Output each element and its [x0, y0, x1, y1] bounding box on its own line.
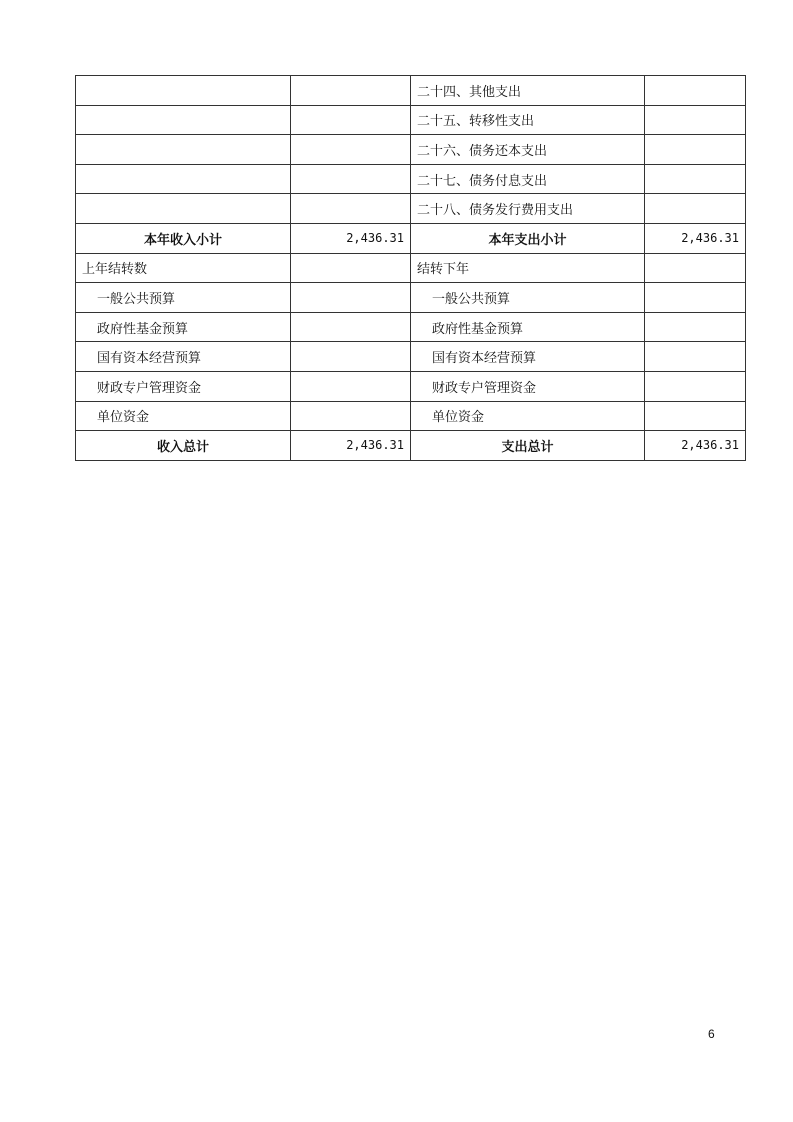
budget-summary-table — [75, 75, 746, 461]
expense-label: 二十五、转移性支出 — [411, 105, 645, 135]
expense-label: 二十四、其他支出 — [411, 76, 645, 106]
income-value — [291, 342, 411, 372]
table-row — [76, 283, 746, 313]
expense-value — [645, 164, 746, 194]
income-label — [76, 135, 291, 165]
expense-total-label: 支出总计 — [411, 431, 645, 461]
expense-value — [645, 105, 746, 135]
income-value — [291, 371, 411, 401]
table-row — [76, 164, 746, 194]
income-label: 财政专户管理资金 — [76, 371, 291, 401]
expense-value — [645, 194, 746, 224]
page-number: 6 — [708, 1027, 715, 1041]
income-subtotal-label: 本年收入小计 — [76, 223, 291, 253]
income-value — [291, 194, 411, 224]
expense-label: 二十八、债务发行费用支出 — [411, 194, 645, 224]
income-value — [291, 283, 411, 313]
income-label: 政府性基金预算 — [76, 312, 291, 342]
expense-label: 财政专户管理资金 — [411, 371, 645, 401]
income-total-label: 收入总计 — [76, 431, 291, 461]
table-row — [76, 342, 746, 372]
total-row — [76, 431, 746, 461]
table-row — [76, 194, 746, 224]
expense-value — [645, 371, 746, 401]
expense-value — [645, 253, 746, 283]
table-row — [76, 135, 746, 165]
expense-value — [645, 312, 746, 342]
expense-label: 一般公共预算 — [411, 283, 645, 313]
income-label — [76, 105, 291, 135]
income-label — [76, 194, 291, 224]
table-row — [76, 401, 746, 431]
expense-value — [645, 76, 746, 106]
expense-label: 单位资金 — [411, 401, 645, 431]
income-label — [76, 164, 291, 194]
income-value — [291, 135, 411, 165]
table-row — [76, 253, 746, 283]
expense-value — [645, 401, 746, 431]
expense-label: 国有资本经营预算 — [411, 342, 645, 372]
table-row — [76, 76, 746, 106]
income-value — [291, 253, 411, 283]
expense-total-value: 2,436.31 — [645, 431, 746, 461]
expense-value — [645, 135, 746, 165]
income-subtotal-value: 2,436.31 — [291, 223, 411, 253]
subtotal-row — [76, 223, 746, 253]
income-value — [291, 76, 411, 106]
expense-label: 二十六、债务还本支出 — [411, 135, 645, 165]
expense-label: 二十七、债务付息支出 — [411, 164, 645, 194]
expense-value — [645, 342, 746, 372]
table-row — [76, 371, 746, 401]
table-row — [76, 105, 746, 135]
income-value — [291, 105, 411, 135]
expense-subtotal-label: 本年支出小计 — [411, 223, 645, 253]
income-label — [76, 76, 291, 106]
income-value — [291, 401, 411, 431]
income-value — [291, 164, 411, 194]
income-label: 国有资本经营预算 — [76, 342, 291, 372]
income-label: 一般公共预算 — [76, 283, 291, 313]
carryover-out-label: 结转下年 — [411, 253, 645, 283]
expense-label: 政府性基金预算 — [411, 312, 645, 342]
expense-value — [645, 283, 746, 313]
income-total-value: 2,436.31 — [291, 431, 411, 461]
carryover-in-label: 上年结转数 — [76, 253, 291, 283]
table-row — [76, 312, 746, 342]
income-label: 单位资金 — [76, 401, 291, 431]
expense-subtotal-value: 2,436.31 — [645, 223, 746, 253]
income-value — [291, 312, 411, 342]
